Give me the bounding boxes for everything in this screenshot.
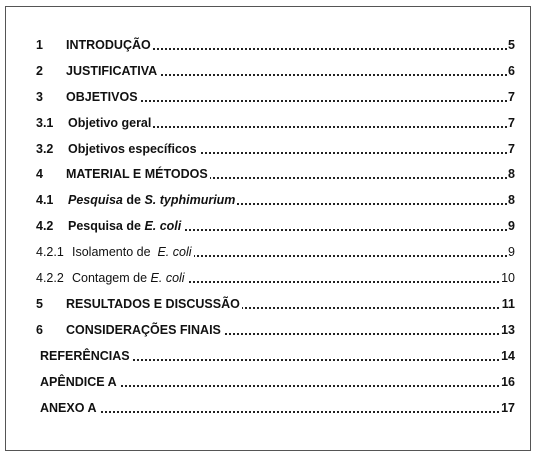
toc-entry-title: OBJETIVOS bbox=[66, 90, 138, 104]
toc-entry-title: MATERIAL E MÉTODOS bbox=[66, 167, 208, 181]
document-frame bbox=[5, 6, 531, 451]
toc-entry-title: CONSIDERAÇÕES FINAIS bbox=[66, 323, 221, 337]
toc-entry-title: INTRODUÇÃO bbox=[66, 38, 151, 52]
toc-entry[interactable] bbox=[36, 243, 515, 261]
toc-entry-title: JUSTIFICATIVA bbox=[66, 64, 158, 78]
toc-entry-page-number: 9 bbox=[508, 245, 515, 259]
toc-entry[interactable] bbox=[36, 36, 515, 54]
toc-entry[interactable] bbox=[36, 191, 515, 209]
toc-entry-page-number: 13 bbox=[501, 323, 515, 337]
toc-entry-page-number: 10 bbox=[501, 271, 515, 285]
toc-entry-heading bbox=[36, 88, 140, 106]
toc-entry-heading bbox=[36, 36, 153, 54]
toc-entry-number: 4.2 bbox=[36, 219, 54, 233]
toc-entry-heading bbox=[36, 321, 223, 339]
toc-entry[interactable] bbox=[40, 347, 515, 365]
toc-entry-title: Objetivos específicos bbox=[68, 142, 197, 156]
toc-entry-title-part: S. typhimurium bbox=[144, 193, 236, 207]
toc-entry-number: 6 bbox=[36, 323, 43, 337]
toc-entry-title-part: E. coli bbox=[144, 219, 182, 233]
toc-entry-heading bbox=[40, 399, 99, 417]
toc-entry-heading bbox=[36, 140, 199, 158]
toc-entry-page-number: 8 bbox=[508, 167, 515, 181]
toc-entry[interactable] bbox=[36, 321, 515, 339]
toc-entry[interactable] bbox=[36, 114, 515, 132]
toc-entry-heading bbox=[36, 62, 159, 80]
toc-entry-page-number: 17 bbox=[501, 401, 515, 415]
toc-entry-heading bbox=[36, 191, 237, 209]
toc-entry-title-part: E. coli bbox=[157, 245, 192, 259]
toc-entry-title-part: Isolamento de bbox=[72, 245, 158, 259]
toc-entry-page-number: 7 bbox=[508, 116, 515, 130]
toc-entry-page-number: 14 bbox=[501, 349, 515, 363]
toc-entry[interactable] bbox=[36, 295, 515, 313]
toc-entry-heading bbox=[40, 347, 132, 365]
toc-entry-heading bbox=[36, 269, 187, 287]
toc-entry-page-number: 9 bbox=[508, 219, 515, 233]
toc-entry-page-number: 6 bbox=[508, 64, 515, 78]
toc-entry-page-number: 8 bbox=[508, 193, 515, 207]
toc-entry-title-part: Pesquisa de bbox=[68, 219, 145, 233]
toc-entry-number: 4.2.1 bbox=[36, 245, 64, 259]
toc-entry-title: ANEXO A bbox=[40, 401, 97, 415]
toc-entry-heading bbox=[36, 295, 242, 313]
toc-entry-heading bbox=[36, 165, 210, 183]
toc-entry[interactable] bbox=[36, 217, 515, 235]
toc-entry[interactable] bbox=[36, 88, 515, 106]
toc-entry-number: 3.1 bbox=[36, 116, 54, 130]
toc-entry-page-number: 11 bbox=[501, 297, 515, 311]
toc-entry-heading bbox=[36, 243, 194, 261]
toc-entry-title-part: E. coli bbox=[150, 271, 185, 285]
toc-entry-heading bbox=[36, 114, 153, 132]
toc-entry-number: 5 bbox=[36, 297, 43, 311]
toc-entry-number: 4.1 bbox=[36, 193, 54, 207]
toc-entry-page-number: 5 bbox=[508, 38, 515, 52]
toc-entry[interactable] bbox=[36, 140, 515, 158]
dot-leader bbox=[40, 411, 515, 413]
toc-entry-page-number: 7 bbox=[508, 90, 515, 104]
toc-entry-number: 3 bbox=[36, 90, 43, 104]
toc-entry-number: 4 bbox=[36, 167, 43, 181]
toc-entry-page-number: 7 bbox=[508, 142, 515, 156]
toc-entry[interactable] bbox=[40, 373, 515, 391]
toc-entry-heading bbox=[40, 373, 119, 391]
toc-entry[interactable] bbox=[36, 165, 515, 183]
toc-entry-number: 2 bbox=[36, 64, 43, 78]
toc-entry-title: RESULTADOS E DISCUSSÃO bbox=[66, 297, 240, 311]
toc-entry-title-part: Contagem de bbox=[72, 271, 151, 285]
toc-entry[interactable] bbox=[36, 62, 515, 80]
toc-entry-number: 1 bbox=[36, 38, 43, 52]
toc-entry-number: 4.2.2 bbox=[36, 271, 64, 285]
toc-entry[interactable] bbox=[36, 269, 515, 287]
toc-entry-heading bbox=[36, 217, 183, 235]
toc-entry-title: REFERÊNCIAS bbox=[40, 349, 130, 363]
toc-entry[interactable] bbox=[40, 399, 515, 417]
toc-entry-title-part: de bbox=[122, 193, 145, 207]
toc-entry-title: Objetivo geral bbox=[68, 116, 152, 130]
toc-entry-number: 3.2 bbox=[36, 142, 54, 156]
toc-entry-title-part: Pesquisa bbox=[68, 193, 123, 207]
toc-entry-title: APÊNDICE A bbox=[40, 375, 117, 389]
toc-entry-page-number: 16 bbox=[501, 375, 515, 389]
